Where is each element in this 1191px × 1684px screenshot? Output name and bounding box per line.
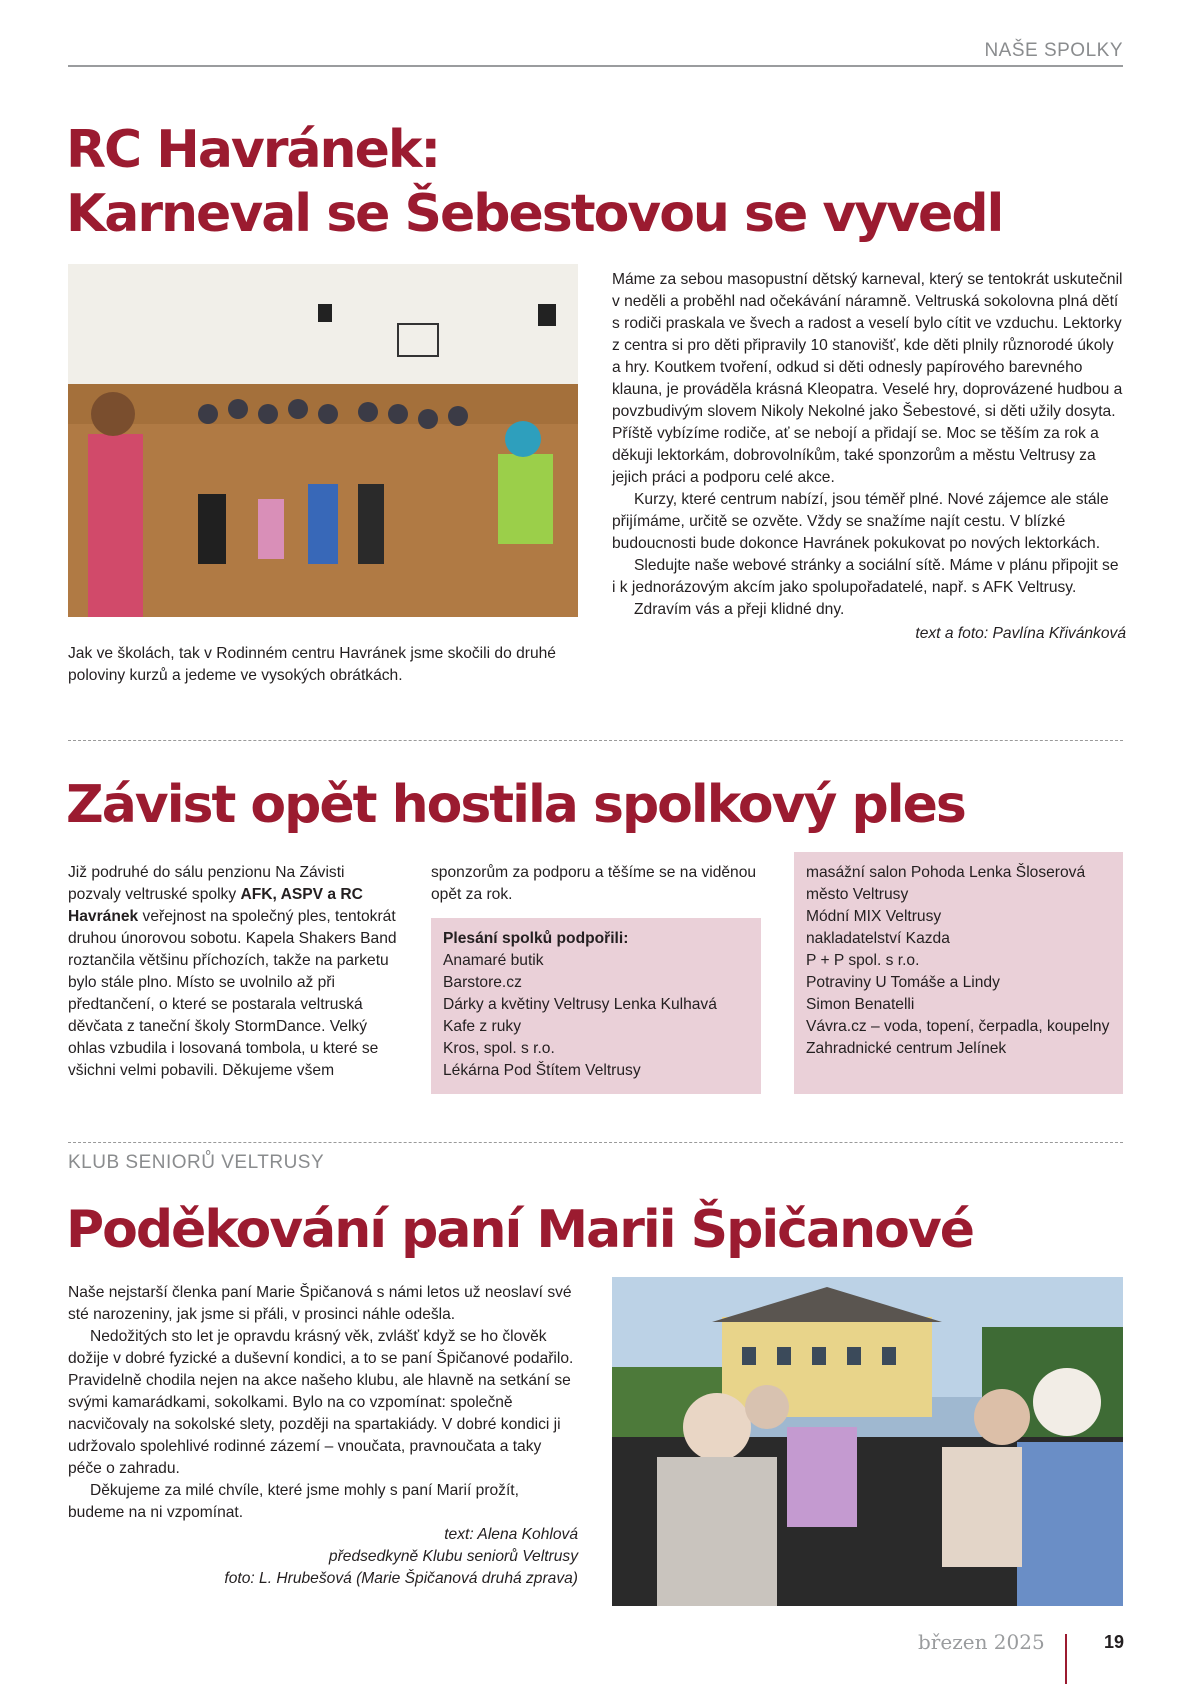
seniors-photo <box>612 1277 1123 1606</box>
article-title <box>66 118 1002 246</box>
article2-body <box>68 862 398 1082</box>
article3-paragraph: Naše nejstarší členka paní Marie Špičanová s námi letos už neoslaví své sté narozeniny, jak jsme si přáli, v prosinci náhle odešla. <box>68 1284 572 1323</box>
sponsor-item: nakladatelství Kazda <box>806 930 950 947</box>
page-number: 19 <box>1104 1632 1125 1652</box>
sponsors-box <box>431 918 761 1094</box>
footer-divider <box>1065 1634 1067 1684</box>
header-rule <box>68 65 1123 67</box>
sponsor-item: Potraviny U Tomáše a Lindy <box>806 974 1000 991</box>
article-title-line2: Karneval se Šebestovou se vyvedl <box>66 184 1003 244</box>
section-label: KLUB SENIORŮ VELTRUSY <box>68 1152 325 1173</box>
sponsor-item: Dárky a květiny Veltrusy Lenka Kulhavá <box>443 996 717 1013</box>
sponsor-item: Simon Benatelli <box>806 996 915 1013</box>
article3-credit: foto: L. Hrubešová (Marie Špičanová druhá zprava) <box>224 1570 578 1587</box>
section-label: NAŠE SPOLKY <box>984 40 1123 61</box>
sponsor-item: Vávra.cz – voda, topení, čerpadla, koupelny <box>806 1018 1110 1035</box>
article1-paragraph: Sledujte naše webové stránky a sociální sítě. Máme v plánu připojit se i k jednorázovým akcím jako spolupořadatelé, např. s AFK Veltrusy. <box>612 557 1119 596</box>
article3-paragraph: Děkujeme za milé chvíle, které jsme mohly s paní Marií prožít, budeme na ni vzpomínat. <box>68 1482 519 1521</box>
article3-credit: text: Alena Kohlová <box>444 1526 578 1543</box>
sponsor-item: Kafe z ruky <box>443 1018 521 1035</box>
article2-paragraph <box>68 862 398 1082</box>
divider <box>68 740 1123 741</box>
article1-body <box>612 269 1126 645</box>
sponsor-item: P + P spol. s r.o. <box>806 952 920 969</box>
sponsor-item: město Veltrusy <box>806 886 909 903</box>
article-title: Poděkování paní Marii Špičanové <box>66 1200 973 1260</box>
sponsor-item: Módní MIX Veltrusy <box>806 908 942 925</box>
article1-paragraph: Máme za sebou masopustní dětský karneval, který se tentokrát uskutečnil v neděli a proběhl nad očekávání náramně. Veltruská sokolovna plná dětí s rodiči praskala ve švech a radost a veselí bylo cítit ve vzduchu. Lektorky z centra si pro děti připravily 10 stanovišť, kde děti plnily různorodé úkoly a hry. Koutkem tvoření, odkud si děti odnesly papírového barevného klauna, je prováděla krásná Kleopatra. Veselé hry, doprovázené hudbou a povzbudivým slovem Nikoly Nekolné jako Šebestové, si děti užily dosyta. Příště vybízíme rodiče, ať se nebojí a přidají se. Moc se těším za rok a děkuji lektorkám, dobrovolníkům, také sponzorům a městu Veltrusy za jejich práci a podporu celé akce. <box>612 271 1123 486</box>
sponsors-box <box>794 852 1123 1094</box>
sponsor-item: Barstore.cz <box>443 974 522 991</box>
article1-paragraph: Kurzy, které centrum nabízí, jsou téměř plné. Nové zájemce ale stále přijímáme, určitě se ozvěte. Vždy se snažíme najít cestu. V blízké budoucnosti bude dokonce Havránek pokukovat po nových lektorkách. <box>612 491 1109 552</box>
sponsor-item: Zahradnické centrum Jelínek <box>806 1040 1007 1057</box>
sponsor-item: Kros, spol. s r.o. <box>443 1040 555 1057</box>
sponsor-item: masážní salon Pohoda Lenka Šloserová <box>806 864 1086 881</box>
article-title: Závist opět hostila spolkový ples <box>66 775 965 835</box>
article1-paragraph: Zdravím vás a přeji klidné dny. <box>634 601 845 618</box>
carnival-photo <box>68 264 578 617</box>
footer-date: březen 2025 <box>918 1630 1045 1654</box>
article1-credit: text a foto: Pavlína Křivánková <box>915 625 1126 642</box>
sponsor-item: Anamaré butik <box>443 952 544 969</box>
article2-intro-a: Již podruhé do sálu penzionu Na Závisti pozvaly veltruské spolky <box>68 864 345 903</box>
article2-clubs: AFK, ASPV a RC Havránek <box>68 886 363 925</box>
seniors-photo-image <box>612 1277 1123 1606</box>
article2-continuation: sponzorům za podporu a těšíme se na viděnou opět za rok. <box>431 864 757 903</box>
article3-paragraph: Nedožitých sto let je opravdu krásný věk, zvlášť když se ho člověk dožije v dobré fyzické a duševní kondici, a to se paní Špičanové podařilo. Pravidelně chodila nejen na akce našeho klubu, ale hlavně na setkání se svými kamarádkami, sokolkami. Bylo na co vzpomínat: společně nacvičovaly na sokolské slety, později na spartakiády. V dobré kondici ji udržovalo spolehlivé rodinné zázemí – vnoučata, pravnoučata a taky péče o zahradu. <box>68 1328 574 1477</box>
sponsor-item: Lékárna Pod Štítem Veltrusy <box>443 1062 641 1079</box>
article3-body <box>68 1282 578 1590</box>
carnival-photo-image <box>68 264 578 617</box>
article3-credit: předsedkyně Klubu seniorů Veltrusy <box>328 1548 578 1565</box>
article2-intro-b: veřejnost na společný ples, tentokrát druhou únorovou sobotu. Kapela Shakers Band roztančila většinu příchozích, takže na parketu bylo stále plno. Místo se uvolnilo až při předtančení, o které se postarala veltruská děvčata z taneční školy StormDance. Velký ohlas vzbudila i losovaná tombola, u které se všichni velmi pobavili. Děkujeme všem <box>68 908 397 1079</box>
photo-caption: Jak ve školách, tak v Rodinném centru Havránek jsme skočili do druhé poloviny kurzů a jedeme ve vysokých obrátkách. <box>68 645 556 684</box>
divider <box>68 1142 1123 1143</box>
sponsors-title: Plesání spolků podpořili: <box>443 930 629 947</box>
article-title-line1: RC Havránek: <box>66 120 440 180</box>
